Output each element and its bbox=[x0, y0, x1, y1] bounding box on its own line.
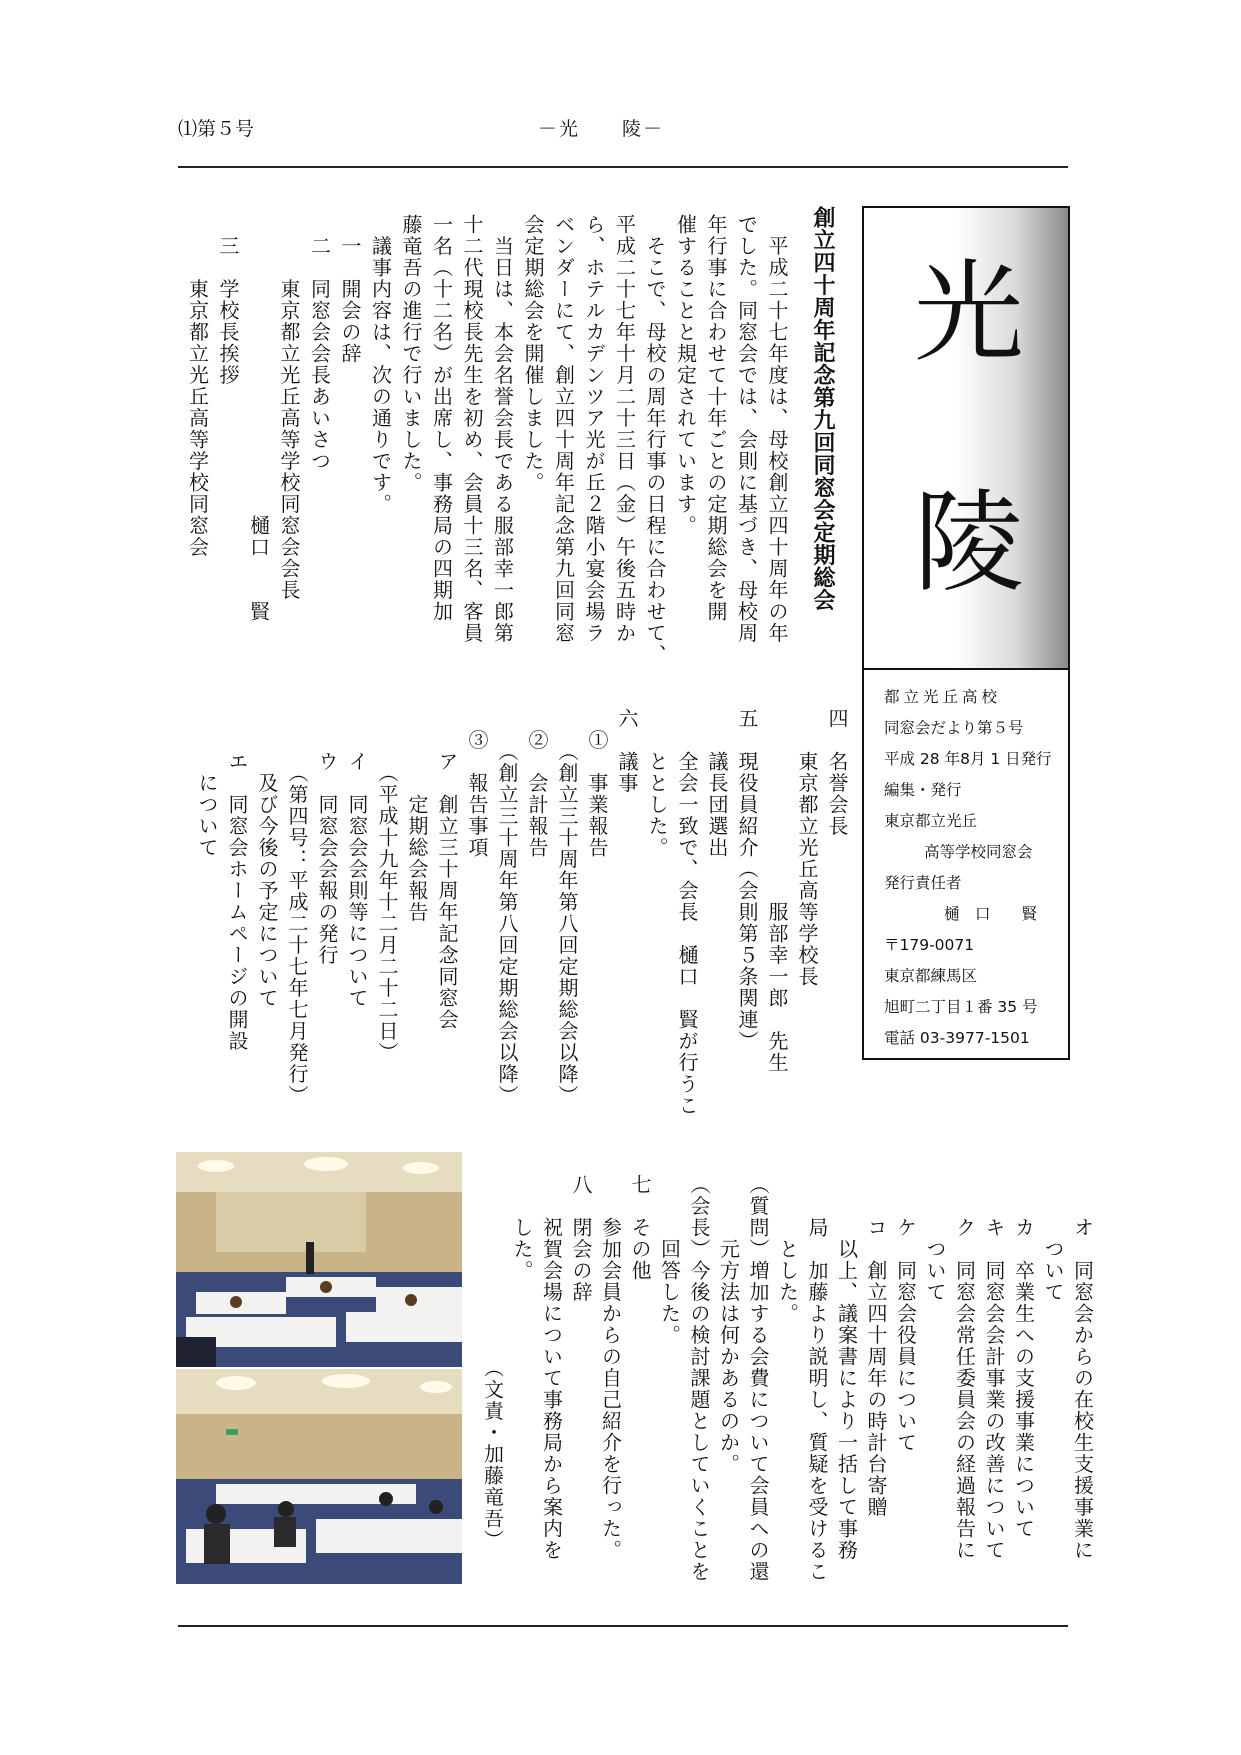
meeting-photo-2 bbox=[176, 1369, 462, 1584]
meeting-photo-1 bbox=[176, 1152, 462, 1367]
info-address-2: 旭町二丁目１番 35 号 bbox=[884, 998, 1038, 1016]
info-editor-label: 編集・発行 bbox=[884, 781, 962, 799]
info-date: 平成 28 年8月 1 日発行 bbox=[884, 750, 1052, 768]
header-rule bbox=[178, 166, 1068, 168]
article-headline: 創立四十周年記念第九回同窓会定期総会 bbox=[810, 206, 835, 611]
masthead-title-panel bbox=[864, 208, 1068, 670]
masthead-box bbox=[862, 206, 1070, 1060]
info-editor-1: 東京都立光丘 bbox=[884, 812, 978, 830]
issue-label: ⑴第５号 bbox=[178, 118, 255, 140]
meeting-photo-1-image bbox=[176, 1152, 462, 1367]
info-postal-code: 〒179-0071 bbox=[884, 936, 975, 954]
article-middle-block: 四 名誉会長 東京都立光丘高等学校長 服部幸一郎 先生 五 現役員紹介（会則第５条関連） 議長団選出 全会一致で、会長 樋口 賢が行うこ ととした。 六 議事 ① 事業報告 （創立三十周年第八回定期総会以降） ② 会計報告 （創立三十周年第八回定期総会以降） ③ 報告事項 ア 創立三十周年記念同窓会 定期総会報告 （平成十九年十二月二十二日） イ 同窓会会則等について ウ 同窓会会報の発行 （第四号：平成二十七年七月発行） 及び今後の予定について エ 同窓会ホームページの開設 について bbox=[195, 708, 849, 1117]
masthead-title-char-2: 陵 bbox=[914, 479, 1024, 607]
meeting-photo-2-image bbox=[176, 1369, 462, 1584]
article-bottom-block: オ 同窓会からの在校生支援事業に ついて カ 卒業生への支援事業について キ 同窓会会計事業の改善について ク 同窓会常任委員会の経過報告に ついて ケ 同窓会役員について コ 創立四十周年の時計台寄贈 以上、議案書により一括して事務 局 加藤より説明し、質疑を受けるこ とした。 （質問）増加する会費について会員への還 元方法は何かあるのか。 （会長）今後の検討課題としていくことを 回答した。 七 その他 参加会員からの自己紹介を行った。 八 閉会の辞 祝賀会場について事務局から案内を した。 （文責・加藤竜吾） bbox=[480, 1174, 1095, 1583]
info-publisher-label: 発行責任者 bbox=[884, 874, 962, 892]
info-editor-2: 高等学校同窓会 bbox=[924, 843, 1033, 861]
info-phone: 電話 03-3977-1501 bbox=[884, 1029, 1030, 1047]
article-top-block: 平成二十七年度は、母校創立四十周年の年 でした。同窓会では、会則に基づき、母校周 年行事に合わせて十年ごとの定期総会を開 催することと規定されています。 そこで、母校の周年行事の日程に合わせて、 平成二十七年十月二十三日（金）午後五時か ら、ホテルカデンツア光が丘２階小宴会場ラ ベンダーにて、創立四十周年記念第九回同窓 会定期総会を開催しました。 当日は、本会名誉会長である服部幸一郎第 十二代現校長先生を初め、会員十三名、客員 一名（十二名）が出席し、事務局の四期加 藤竜吾の進行で行いました。 議事内容は、次の通りです。 一 開会の辞 二 同窓会会長あいさつ 東京都立光丘高等学校同窓会会長 樋口 賢 三 学校長挨拶 東京都立光丘高等学校同窓会 bbox=[185, 214, 789, 666]
info-publisher-name: 樋 口 賢 bbox=[944, 905, 1038, 923]
info-school: 都立光丘高校 bbox=[884, 688, 1002, 706]
info-address-1: 東京都練馬区 bbox=[884, 967, 978, 985]
footer-rule bbox=[178, 1625, 1068, 1627]
masthead-info bbox=[884, 682, 1064, 1054]
masthead-title-char-1: 光 bbox=[914, 249, 1024, 377]
info-issue: 同窓会だより第５号 bbox=[884, 719, 1024, 737]
newsletter-title: －光 陵－ bbox=[538, 118, 665, 140]
